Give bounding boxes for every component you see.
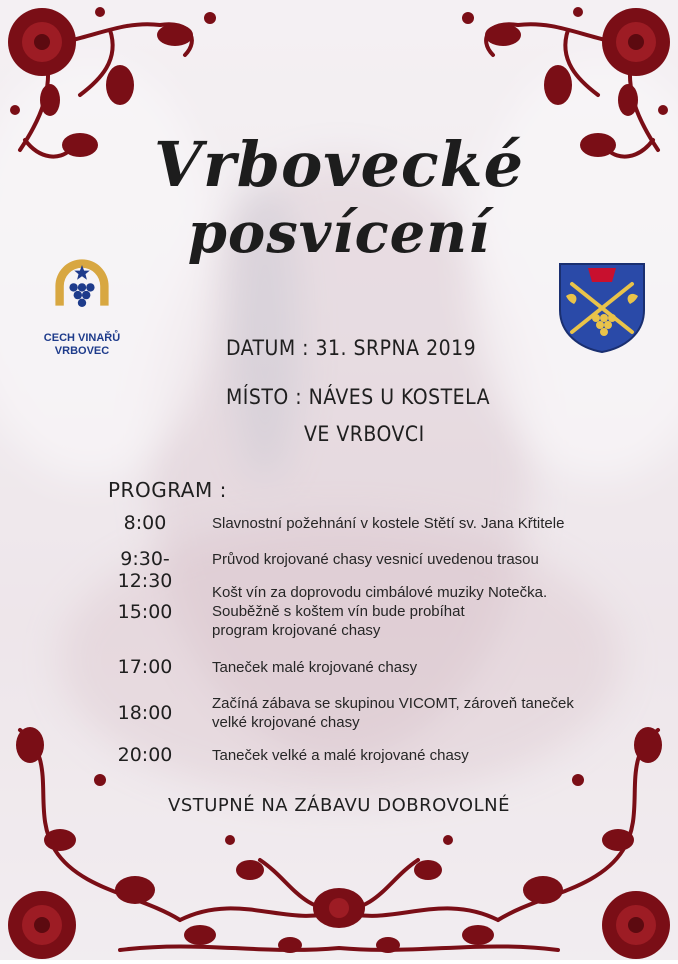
program-description-line: Slavnostní požehnání v kostele Stětí sv. Jana Křtitele [212,515,565,532]
guild-name-line-1: CECH VINAŘŮ [43,332,121,344]
program-time: 17:00 [117,656,173,678]
program-description-line: program krojované chasy [212,622,381,639]
program-time: 8:00 [123,512,167,534]
program-description [212,746,632,765]
program-description-line: Taneček velké a malé krojované chasy [212,747,469,764]
program-time: 9:30-12:30 [117,548,173,592]
program-description-line: Začíná zábava se skupinou VICOMT, zároveň taneček [212,695,574,712]
program-description-line: velké krojované chasy [212,714,360,731]
program-time: 15:00 [117,601,173,623]
program-description-line: Souběžně s koštem vín bude probíhat [212,603,465,620]
program-description-line: Taneček malé krojované chasy [212,659,418,676]
program-description [212,514,632,533]
program-description-line: Průvod krojované chasy vesnicí uvedenou trasou [212,551,539,568]
program-description-line: Košt vín za doprovodu cimbálové muziky Notečka. [212,584,548,601]
program-description [212,658,632,677]
event-place-line-2: VE VRBOVCI [304,422,425,446]
title-line-1: Vrbovecké [153,128,525,201]
admission-note: VSTUPNÉ NA ZÁBAVU DOBROVOLNÉ [168,795,510,816]
program-heading: PROGRAM : [108,478,227,502]
title-line-2: posvícení [187,200,491,266]
event-place-line-1: MÍSTO : NÁVES U KOSTELA [226,385,491,409]
grapes-star-icon [34,258,130,328]
program-time: 18:00 [117,702,173,724]
winemakers-guild-logo [34,258,130,358]
program-description [212,583,632,640]
program-description [212,550,632,569]
coat-of-arms-icon [558,262,646,354]
event-date: DATUM : 31. SRPNA 2019 [226,336,477,360]
program-description [212,694,632,732]
program-time: 20:00 [117,744,173,766]
guild-name-line-2: VRBOVEC [54,345,110,357]
